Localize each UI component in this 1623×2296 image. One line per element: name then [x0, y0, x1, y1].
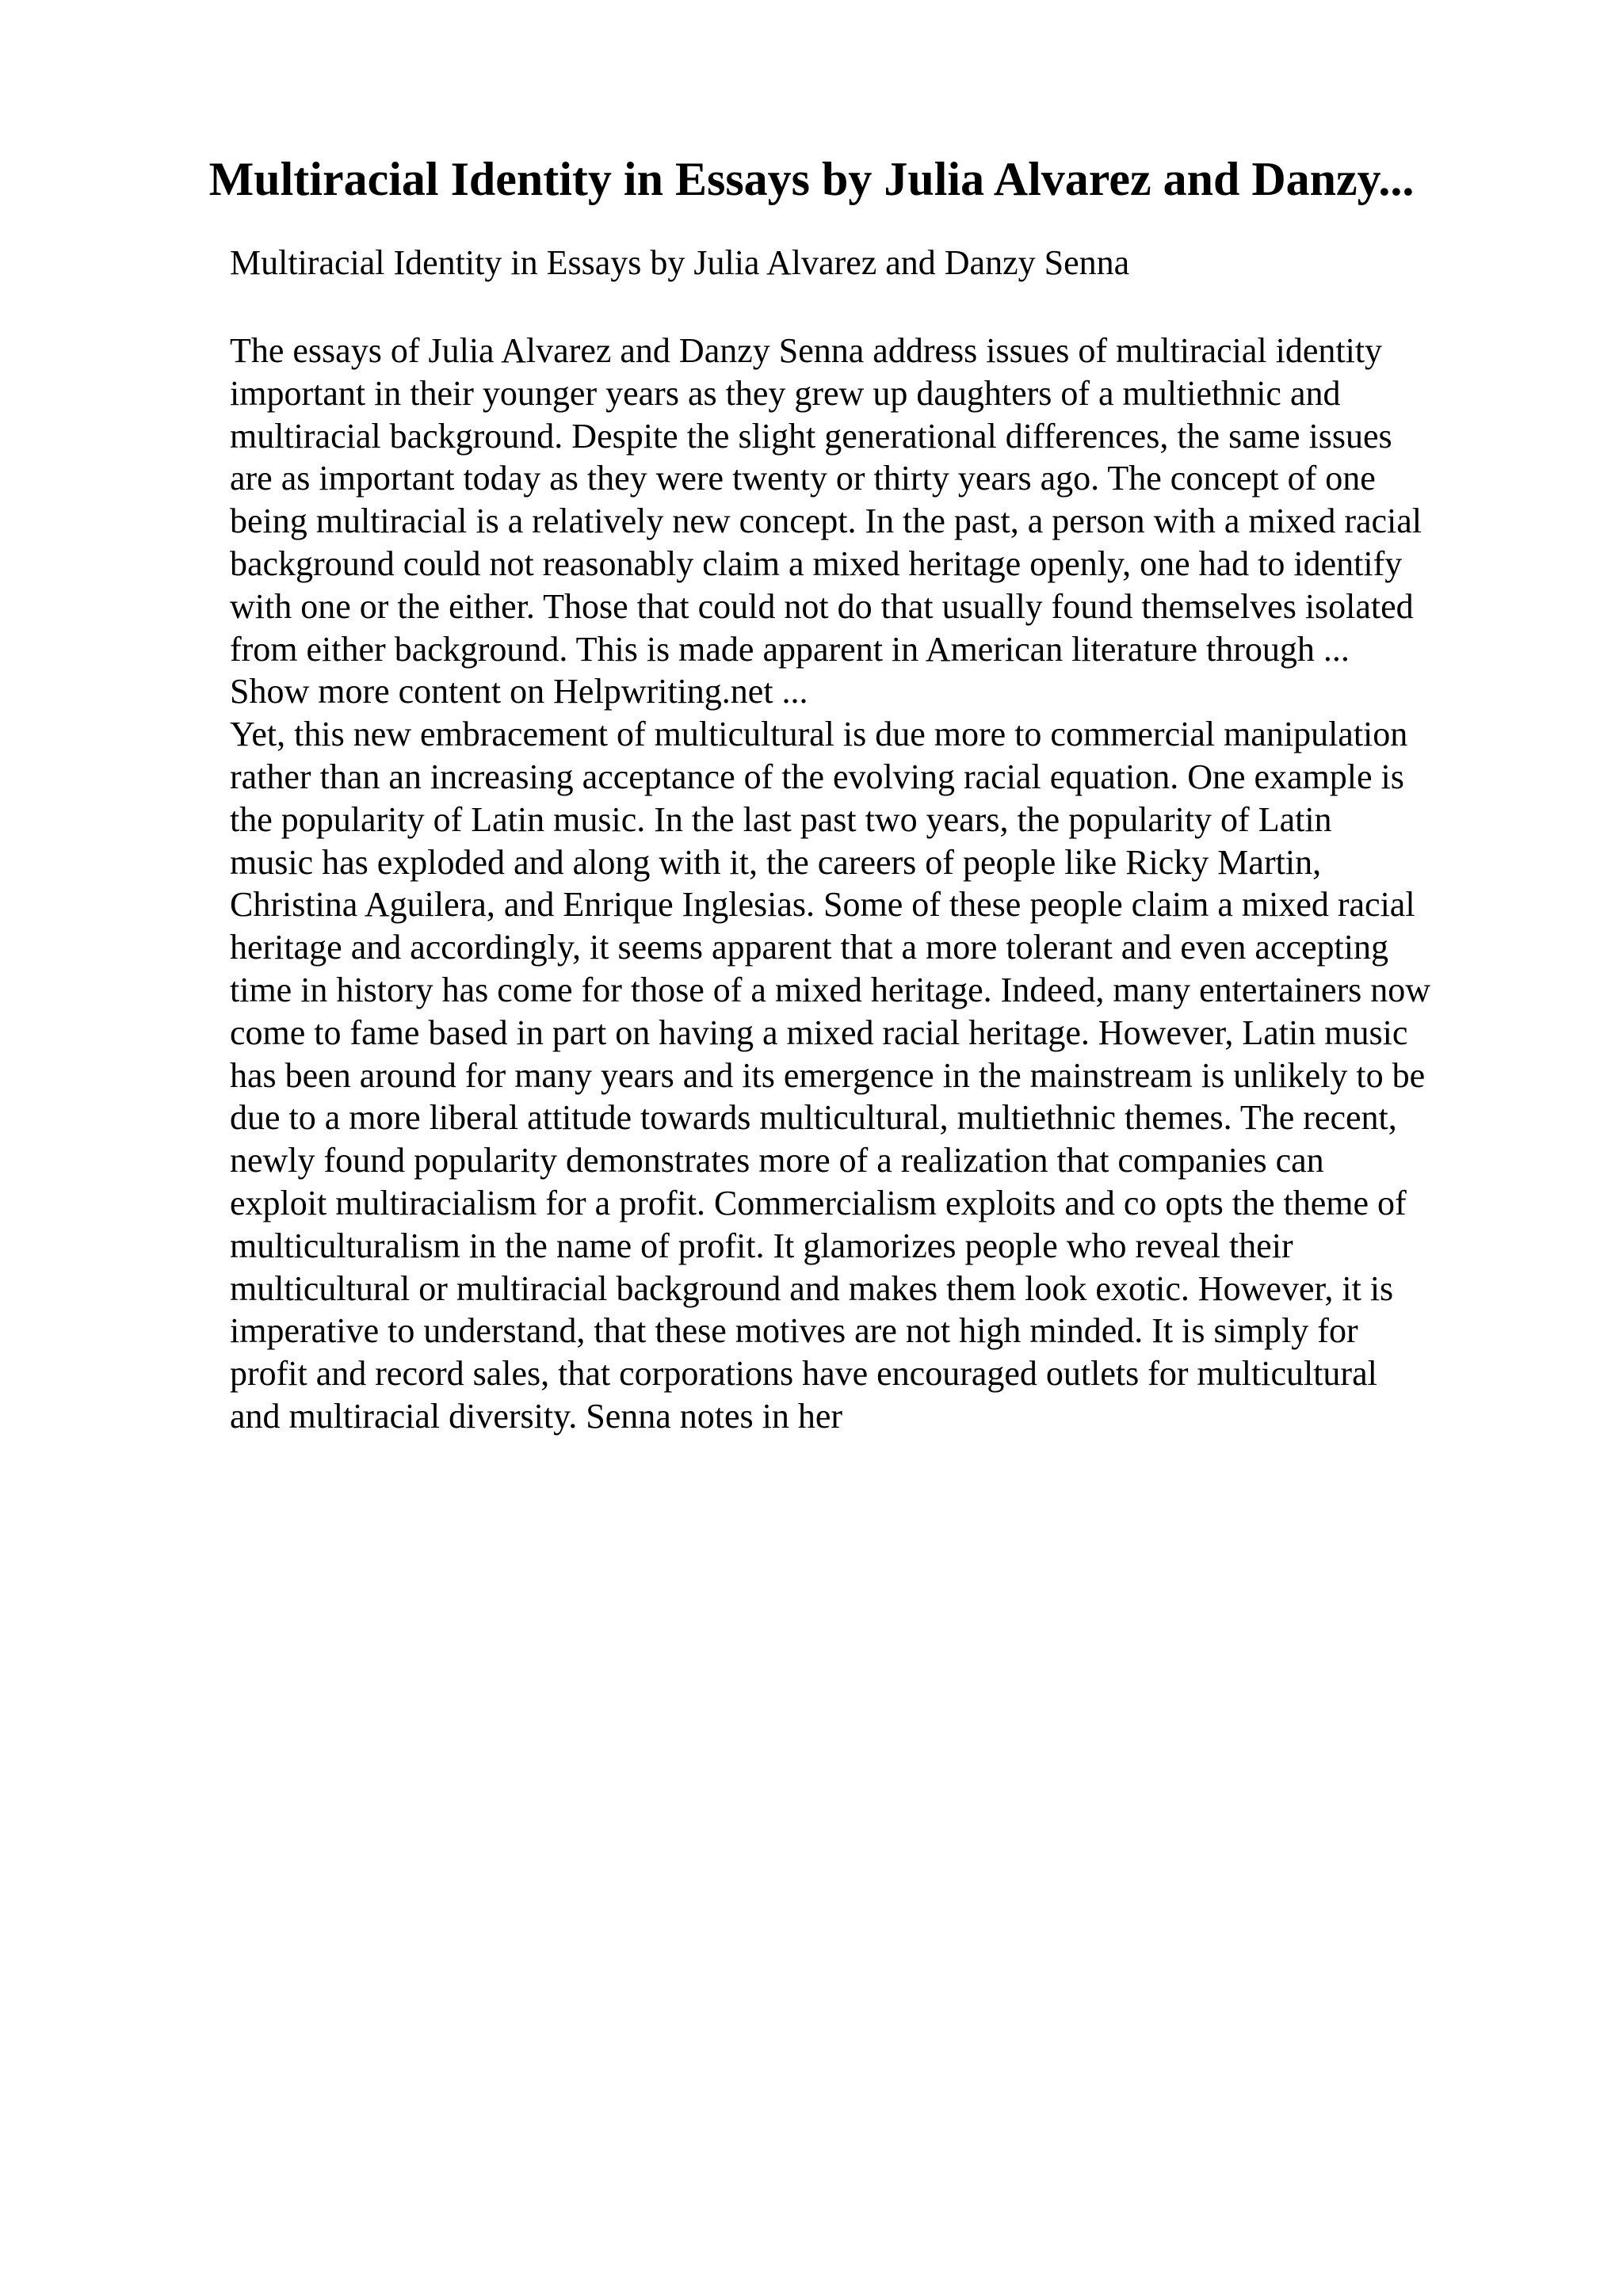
body-line: come to fame based in part on having a mixed racial heritage. However, Latin music — [230, 1013, 1408, 1052]
body-line: imperative to understand, that these motives are not high minded. It is simply for — [230, 1311, 1358, 1351]
body-line: important in their younger years as they grew up daughters of a multiethnic and — [230, 373, 1341, 413]
document-subtitle: Multiracial Identity in Essays by Julia Alvarez and Danzy Senna — [230, 243, 1130, 282]
body-line: are as important today as they were twenty or thirty years ago. The concept of one — [230, 459, 1376, 498]
body-line: multicultural or multiracial background and makes them look exotic. However, it is — [230, 1268, 1394, 1308]
essay-body — [230, 330, 1593, 1438]
body-line: from either background. This is made apparent in American literature through ... — [230, 629, 1350, 669]
body-line: background could not reasonably claim a mixed heritage openly, one had to identify — [230, 543, 1403, 583]
body-line: Christina Aguilera, and Enrique Inglesias. Some of these people claim a mixed racial — [230, 885, 1415, 925]
body-line: being multiracial is a relatively new concept. In the past, a person with a mixed racial — [230, 502, 1423, 541]
show-more-link[interactable]: Show more content on Helpwriting.net ... — [230, 672, 808, 711]
body-line: The essays of Julia Alvarez and Danzy Senna address issues of multiracial identity — [230, 331, 1383, 370]
body-line: with one or the either. Those that could not do that usually found themselves isolated — [230, 586, 1414, 626]
body-line: has been around for many years and its emergence in the mainstream is unlikely to be — [230, 1055, 1426, 1095]
body-line: Yet, this new embracement of multicultural is due more to commercial manipulation — [230, 715, 1408, 754]
body-line: multiracial background. Despite the slight generational differences, the same issues — [230, 416, 1392, 456]
body-line: newly found popularity demonstrates more of a realization that companies can — [230, 1141, 1324, 1180]
body-line: time in history has come for those of a mixed heritage. Indeed, many entertainers now — [230, 970, 1431, 1009]
body-line: due to a more liberal attitude towards multicultural, multiethnic themes. The recent, — [230, 1098, 1397, 1138]
body-line: heritage and accordingly, it seems apparent that a more tolerant and even accepting — [230, 928, 1388, 967]
body-line: music has exploded and along with it, the careers of people like Ricky Martin, — [230, 842, 1322, 882]
body-line: and multiracial diversity. Senna notes in her — [230, 1396, 843, 1436]
body-line: rather than an increasing acceptance of the evolving racial equation. One example is — [230, 757, 1404, 796]
body-line: exploit multiracialism for a profit. Commercialism exploits and co opts the theme of — [230, 1183, 1407, 1222]
document-title: Multiracial Identity in Essays by Julia Alvarez and Danzy... — [208, 153, 1415, 205]
body-line: profit and record sales, that corporations have encouraged outlets for multicultural — [230, 1354, 1377, 1394]
body-line: the popularity of Latin music. In the last past two years, the popularity of Latin — [230, 799, 1332, 839]
body-line: multiculturalism in the name of profit. It glamorizes people who reveal their — [230, 1226, 1293, 1265]
